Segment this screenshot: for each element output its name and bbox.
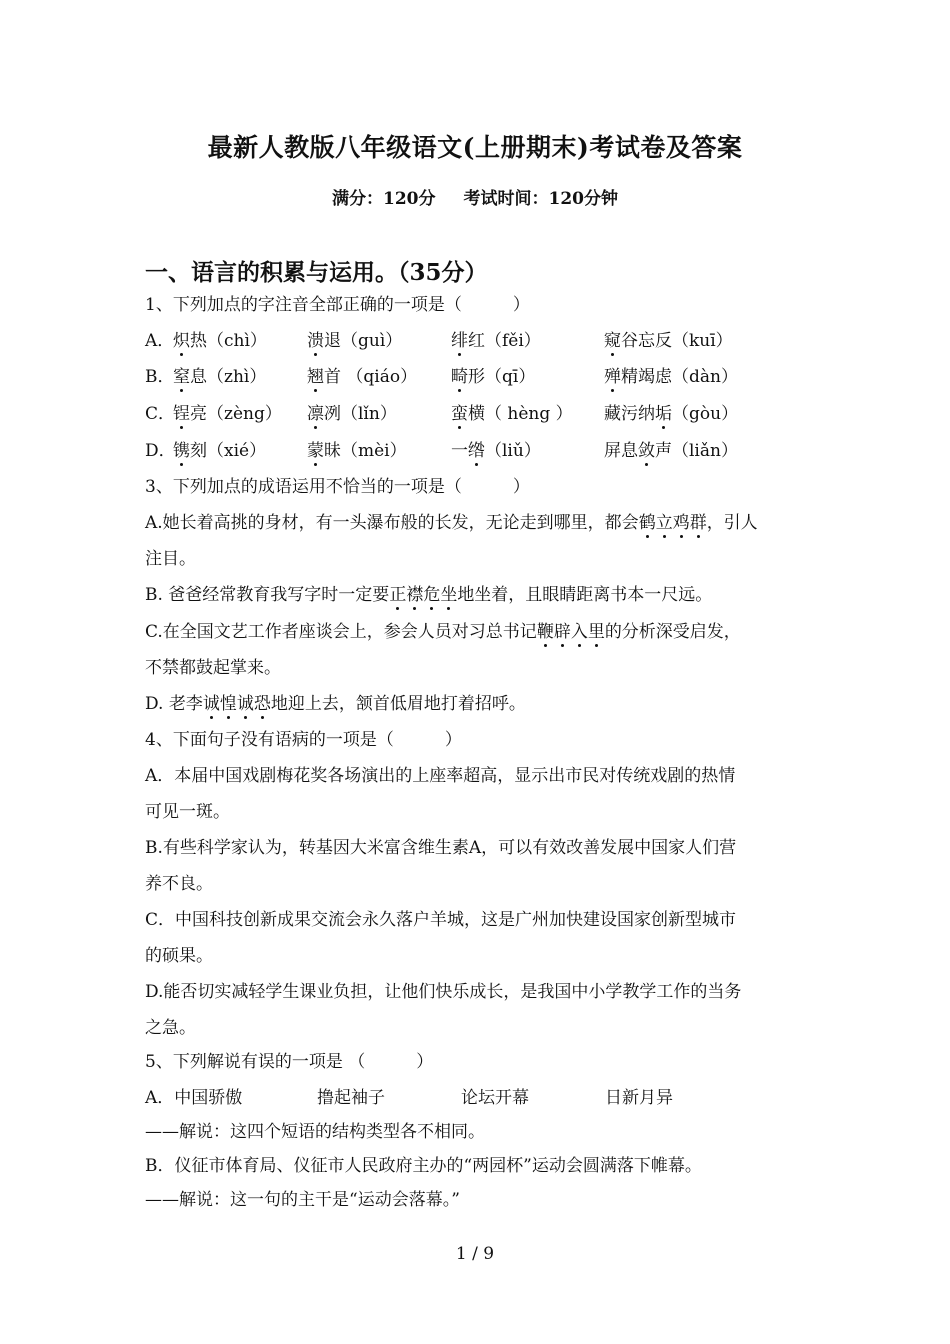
option-item: 炽热（chì） (173, 331, 267, 351)
page-number: 1 / 9 (455, 1244, 495, 1264)
phrase: 撸起袖子 (317, 1088, 385, 1108)
option-item: 藏污纳垢（gòu） (604, 404, 739, 424)
q4-option-d: D.能否切实减轻学生课业负担，让他们快乐成长，是我国中小学教学工作的当务 (145, 982, 742, 1002)
q4-option-c-cont: 的硕果。 (145, 946, 213, 966)
q4-option-b-cont: 养不良。 (145, 874, 213, 894)
phrase: 日新月异 (605, 1088, 673, 1108)
doc-subtitle (0, 184, 950, 209)
option-label: C． (145, 404, 176, 424)
q4-option-b: B.有些科学家认为，转基因大米富含维生素A，可以有效改善发展中国家人们营 (145, 838, 737, 858)
q5-stem: 5、下列解说有误的一项是 （ ） (145, 1052, 434, 1072)
option-item: 一绺（liǔ） (451, 441, 541, 461)
q3-option-b: B. 爸爸经常教育我写字时一定要正襟危坐地坐着，且眼睛距离书本一尺远。 (145, 585, 713, 605)
q3-option-a: A.她长着高挑的身材，有一头瀑布般的长发，无论走到哪里，都会鹤立鸡群，引人 (145, 513, 758, 533)
q3-option-d: D. 老李诚惶诚恐地迎上去，颔首低眉地打着招呼。 (145, 694, 526, 714)
doc-title: 最新人教版八年级语文(上册期末)考试卷及答案 (207, 133, 743, 162)
option-item: 蒙昧（mèi） (307, 441, 407, 461)
option-item: 蛮横（ hèng ） (451, 404, 573, 424)
q3-option-c: C.在全国文艺工作者座谈会上，参会人员对习总书记鞭辟入里的分析深受启发， (145, 622, 741, 642)
score-info: 满分：120分 (332, 189, 436, 209)
option-item: 凛冽（lǐn） (307, 404, 397, 424)
option-item: 殚精竭虑（dàn） (604, 367, 738, 387)
q3-option-c-cont: 不禁都鼓起掌来。 (145, 658, 281, 678)
option-item: 窥谷忘反（kuī） (604, 331, 733, 351)
q3-option-a-cont: 注目。 (145, 549, 196, 569)
option-label: A． (145, 331, 175, 351)
option-item: 溃退（guì） (307, 331, 403, 351)
q4-stem: 4、下面句子没有语病的一项是（ ） (145, 730, 462, 750)
option-item: 锃亮（zèng） (173, 404, 282, 424)
q5-option-b: B．仪征市体育局、仪征市人民政府主办的“两园杯”运动会圆满落下帷幕。 (145, 1156, 702, 1176)
phrase: 论坛开幕 (461, 1088, 529, 1108)
q4-option-c: C．中国科技创新成果交流会永久落户羊城，这是广州加快建设国家创新型城市 (145, 910, 737, 930)
q1-stem: 1、下列加点的字注音全部正确的一项是（ ） (145, 295, 530, 315)
option-label: D． (145, 441, 176, 461)
q5-a-note: ——解说：这四个短语的结构类型各不相同。 (145, 1122, 485, 1142)
q4-option-a-cont: 可见一斑。 (145, 802, 230, 822)
option-item: 镌刻（xié） (173, 441, 267, 461)
q4-option-a: A．本届中国戏剧梅花奖各场演出的上座率超高，显示出市民对传统戏剧的热情 (145, 766, 736, 786)
phrase: A．中国骄傲 (145, 1088, 243, 1108)
section-heading: 一、语言的积累与运用。（35分） (145, 259, 488, 286)
option-item: 翘首 （qiáo） (307, 367, 418, 387)
option-item: 屏息敛声（liǎn） (604, 441, 738, 461)
q4-option-d-cont: 之急。 (145, 1018, 196, 1038)
option-label: B． (145, 367, 175, 387)
q5-b-note: ——解说：这一句的主干是“运动会落幕。” (145, 1190, 460, 1210)
option-item: 绯红（fěi） (451, 331, 541, 351)
time-info: 考试时间：120分钟 (463, 189, 618, 209)
option-item: 窒息（zhì） (173, 367, 267, 387)
q3-stem: 3、下列加点的成语运用不恰当的一项是（ ） (145, 477, 530, 497)
option-item: 畸形（qī） (451, 367, 536, 387)
